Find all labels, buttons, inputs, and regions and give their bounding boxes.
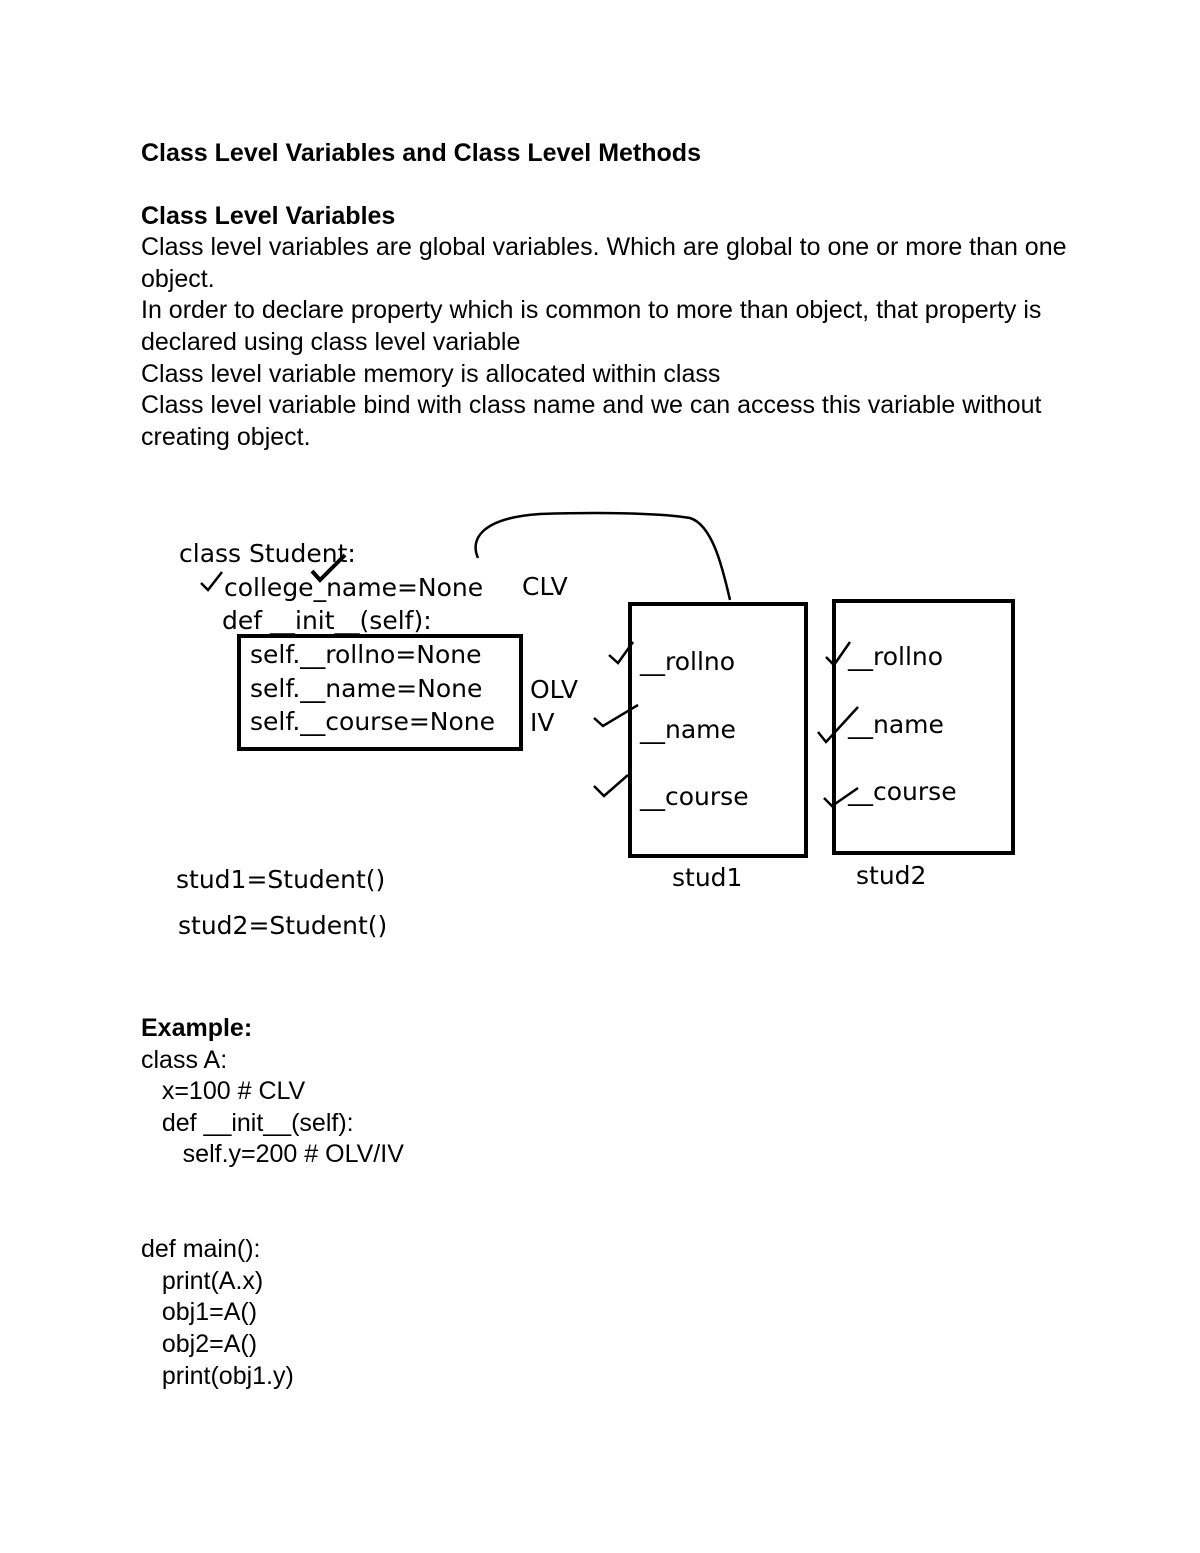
stud2-field-name: __name bbox=[848, 710, 944, 739]
code-line: obj1=A() bbox=[141, 1298, 258, 1327]
code-line: class A: bbox=[141, 1045, 228, 1074]
self-course-line: self.__course=None bbox=[250, 707, 496, 736]
class-student-line: class Student: bbox=[179, 539, 356, 568]
paragraph: Class level variable bind with class name and we can access this variable without creating object. bbox=[141, 391, 1042, 451]
stud1-assignment: stud1=Student() bbox=[176, 865, 386, 894]
example-section bbox=[141, 1013, 404, 1392]
iv-label: IV bbox=[530, 708, 555, 737]
code-line: def main(): bbox=[141, 1235, 261, 1264]
example-heading: Example: bbox=[141, 1014, 253, 1042]
code-line bbox=[141, 1171, 404, 1203]
clv-label: CLV bbox=[522, 572, 568, 601]
stud1-label: stud1 bbox=[672, 863, 743, 892]
check-mark-icon bbox=[594, 775, 628, 796]
code-line: def __init__(self): bbox=[141, 1108, 354, 1137]
stud1-field-name: __name bbox=[640, 715, 736, 744]
paragraph: Class level variables are global variables. Which are global to one or more than one object. bbox=[141, 233, 1067, 293]
stud1-field-course: __course bbox=[640, 782, 749, 811]
self-rollno-line: self.__rollno=None bbox=[250, 640, 482, 669]
check-mark-icon bbox=[826, 642, 850, 665]
code-line: print(obj1.y) bbox=[141, 1361, 294, 1390]
page-title: Class Level Variables and Class Level Methods bbox=[141, 139, 701, 167]
shared-reference-curve bbox=[476, 513, 730, 600]
code-line: self.y=200 # OLV/IV bbox=[141, 1140, 404, 1169]
init-line: def __init__(self): bbox=[222, 606, 432, 635]
paragraph: In order to declare property which is common to more than object, that property is declared using class level variable bbox=[141, 296, 1042, 356]
stud2-field-rollno: __rollno bbox=[848, 642, 944, 671]
paragraph: Class level variable memory is allocated within class bbox=[141, 359, 721, 388]
code-line: print(A.x) bbox=[141, 1266, 264, 1295]
check-mark-icon bbox=[201, 572, 222, 590]
stud1-field-rollno: __rollno bbox=[640, 647, 736, 676]
college-name-line: college_name=None bbox=[224, 573, 484, 602]
code-line bbox=[141, 1203, 404, 1235]
self-name-line: self.__name=None bbox=[250, 674, 483, 703]
stud2-field-course: __course bbox=[848, 777, 957, 806]
code-line: x=100 # CLV bbox=[141, 1077, 306, 1106]
stud2-label: stud2 bbox=[856, 861, 927, 890]
olv-label: OLV bbox=[530, 675, 578, 704]
section-heading: Class Level Variables bbox=[141, 201, 396, 230]
code-line: obj2=A() bbox=[141, 1329, 258, 1358]
stud2-assignment: stud2=Student() bbox=[178, 911, 388, 940]
